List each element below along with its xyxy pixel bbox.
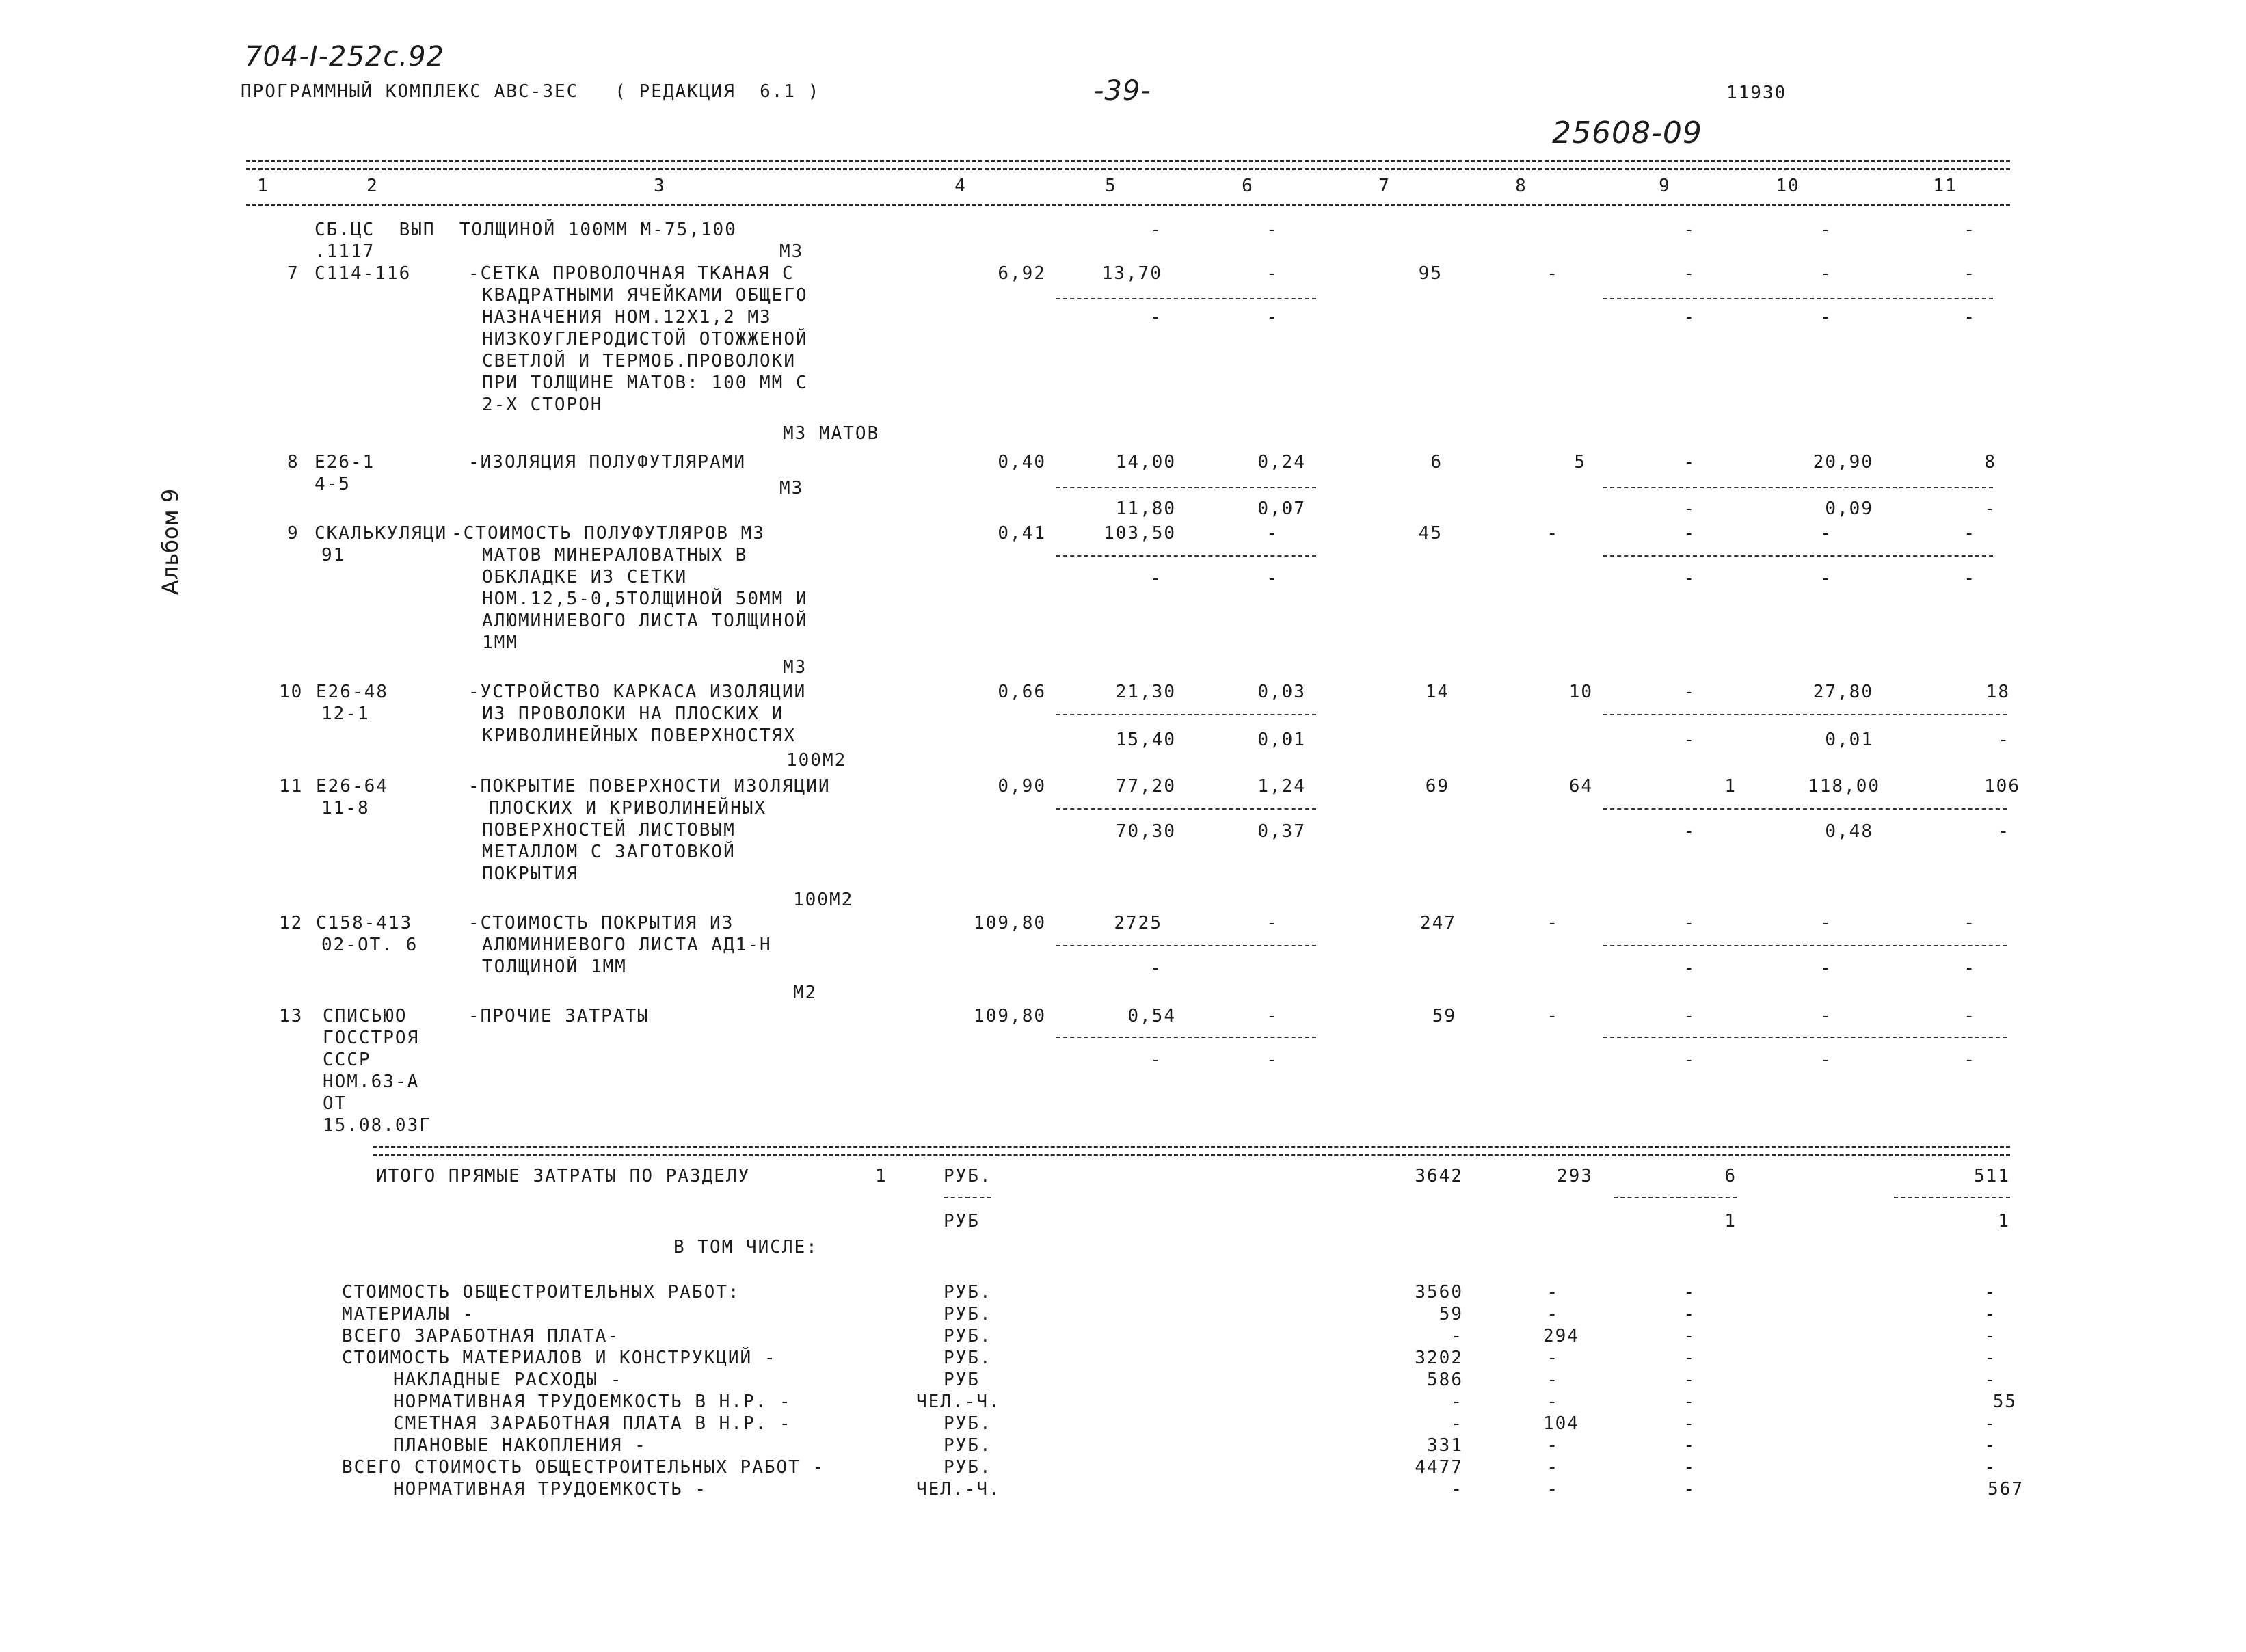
sub-rule: [1056, 487, 1316, 488]
cell-c6: 1,24: [1257, 776, 1306, 797]
totals-unit-2: РУБ: [944, 1211, 980, 1231]
cell-c10: -: [1820, 913, 1832, 933]
cell-c10: 20,90: [1813, 452, 1873, 472]
item-unit: М3: [779, 241, 804, 262]
item-text: ПЛОСКИХ И КРИВОЛИНЕЙНЫХ: [489, 798, 767, 818]
summary-unit: РУБ.: [944, 1326, 992, 1346]
sub-c5: -: [1150, 1050, 1162, 1070]
item-text: -УСТРОЙСТВО КАРКАСА ИЗОЛЯЦИИ: [468, 682, 807, 702]
cell-c5: -: [1150, 219, 1162, 240]
sub-c11: -: [1964, 958, 1976, 978]
sub-rule: [1056, 1037, 1316, 1038]
col-num: 4: [954, 176, 967, 196]
summary-label: СМЕТНАЯ ЗАРАБОТНАЯ ПЛАТА В Н.Р. -: [393, 1413, 792, 1434]
cell-c6: 0,24: [1257, 452, 1306, 472]
sub-c11: -: [1998, 821, 2010, 842]
cell-c5: 13,70: [1101, 263, 1162, 284]
item-code: 15.08.03Г: [323, 1115, 431, 1136]
item-text: КРИВОЛИНЕЙНЫХ ПОВЕРХНОСТЯХ: [482, 725, 796, 746]
cell-c6: -: [1266, 263, 1279, 284]
cell-c9: -: [1683, 452, 1696, 472]
item-code: 12-1: [321, 704, 370, 724]
summary-c8: -: [1547, 1348, 1559, 1368]
cell-c10: -: [1820, 263, 1832, 284]
item-unit: М2: [793, 983, 818, 1003]
item-text: -СЕТКА ПРОВОЛОЧНАЯ ТКАНАЯ С: [468, 263, 794, 284]
summary-unit: РУБ.: [944, 1304, 992, 1324]
item-code: 02-ОТ. 6: [321, 935, 418, 955]
item-unit: 100М2: [793, 890, 854, 910]
summary-c8: -: [1547, 1435, 1559, 1456]
cell-c9: -: [1683, 913, 1696, 933]
summary-c8: -: [1547, 1457, 1559, 1478]
cell-c11: 18: [1986, 682, 2010, 702]
summary-c8: -: [1547, 1370, 1559, 1390]
album-side-label: Альбом 9: [157, 488, 183, 595]
item-unit: М3 МАТОВ: [783, 423, 880, 444]
cell-c5: 14,00: [1115, 452, 1176, 472]
cell-c4: 109,80: [974, 1006, 1046, 1026]
summary-c11: -: [1984, 1457, 1996, 1478]
item-text: ОБКЛАДКЕ ИЗ СЕТКИ: [482, 567, 688, 587]
sub-c10: -: [1820, 568, 1832, 589]
sub-c9: -: [1683, 821, 1696, 842]
sub-rule: [1603, 298, 1993, 299]
sub-c6: 0,01: [1257, 730, 1306, 750]
summary-c8: -: [1547, 1479, 1559, 1500]
summary-c9: -: [1683, 1413, 1696, 1434]
item-code: ОТ: [323, 1093, 347, 1114]
summary-c7: 4477: [1415, 1457, 1463, 1478]
cell-c8: -: [1547, 263, 1559, 284]
top-rule-2: [246, 168, 2010, 170]
item-code: НОМ.63-А: [323, 1071, 420, 1092]
cell-c7: 14: [1425, 682, 1449, 702]
sub-rule: [1056, 298, 1316, 299]
summary-c8: -: [1547, 1391, 1559, 1412]
summary-c8: -: [1547, 1304, 1559, 1324]
summary-unit: РУБ.: [944, 1413, 992, 1434]
col-num: 1: [257, 176, 269, 196]
item-text: КВАДРАТНЫМИ ЯЧЕЙКАМИ ОБЩЕГО: [482, 285, 808, 306]
item-text: СБ.ЦС ВЫП ТОЛЩИНОЙ 100ММ М-75,100: [315, 219, 737, 240]
item-code: СССР: [323, 1050, 371, 1070]
cell-c8: 64: [1568, 776, 1593, 797]
cell-c9: 1: [1724, 776, 1737, 797]
sub-rule: [1614, 1197, 1737, 1198]
cell-c5: 21,30: [1115, 682, 1176, 702]
item-text: 1ММ: [482, 632, 518, 653]
sub-c5: -: [1150, 958, 1162, 978]
totals-c8: 293: [1557, 1166, 1593, 1186]
cell-c10: 27,80: [1813, 682, 1873, 702]
col-num: 6: [1242, 176, 1254, 196]
sub-c6: 0,07: [1257, 498, 1306, 519]
summary-label: НОРМАТИВНАЯ ТРУДОЕМКОСТЬ В Н.Р. -: [393, 1391, 792, 1412]
sub-c10: 0,48: [1825, 821, 1873, 842]
row-number: 10: [279, 682, 304, 702]
cell-c4: 0,41: [998, 523, 1046, 544]
cell-c5: 2725: [1114, 913, 1162, 933]
row-number: 12: [279, 913, 304, 933]
col-num: 2: [366, 176, 379, 196]
sub-c5: -: [1150, 307, 1162, 328]
cell-c9: -: [1683, 682, 1696, 702]
right-code: 11930: [1726, 83, 1787, 103]
totals-rule-2: [373, 1154, 2010, 1156]
sub-c11: -: [1964, 307, 1976, 328]
summary-c7: -: [1451, 1413, 1463, 1434]
summary-c9: -: [1683, 1370, 1696, 1390]
sub-c6: -: [1266, 1050, 1279, 1070]
summary-c11: -: [1984, 1282, 1996, 1303]
item-text: ТОЛЩИНОЙ 1ММ: [482, 957, 627, 977]
totals-sub-c9: 1: [1724, 1211, 1737, 1231]
sub-rule: [1056, 945, 1316, 946]
program-line: ПРОГРАММНЫЙ КОМПЛЕКС АВС-3ЕС ( РЕДАКЦИЯ 6.1 ): [241, 81, 820, 102]
cell-c7: 6: [1430, 452, 1443, 472]
sub-rule: [1603, 487, 1993, 488]
sub-c9: -: [1683, 307, 1696, 328]
summary-c11: 567: [1988, 1479, 2024, 1500]
item-text: ИЗ ПРОВОЛОКИ НА ПЛОСКИХ И: [482, 704, 784, 724]
col-num: 3: [654, 176, 666, 196]
cell-c10: -: [1820, 1006, 1832, 1026]
cell-c10: 118,00: [1808, 776, 1880, 797]
sub-rule: [1603, 1037, 2007, 1038]
item-text: МАТОВ МИНЕРАЛОВАТНЫХ В: [482, 545, 748, 565]
cell-c8: -: [1547, 913, 1559, 933]
sub-c5: 15,40: [1115, 730, 1176, 750]
sub-c5: 70,30: [1115, 821, 1176, 842]
sub-rule: [1056, 808, 1316, 810]
summary-c8: 294: [1543, 1326, 1579, 1346]
totals-rule: [373, 1146, 2010, 1148]
item-text: 2-Х СТОРОН: [482, 395, 603, 415]
sub-c11: -: [1984, 498, 1996, 519]
row-number: 13: [279, 1006, 304, 1026]
sub-rule: [1603, 555, 1993, 557]
summary-label: НОРМАТИВНАЯ ТРУДОЕМКОСТЬ -: [393, 1479, 707, 1500]
cell-c9: -: [1683, 1006, 1696, 1026]
summary-c9: -: [1683, 1435, 1696, 1456]
row-number: 9: [287, 523, 299, 544]
sub-rule: [1056, 714, 1316, 715]
sub-c10: -: [1820, 958, 1832, 978]
summary-label: НАКЛАДНЫЕ РАСХОДЫ -: [393, 1370, 623, 1390]
sub-rule: [1603, 808, 2007, 810]
cell-c10: -: [1820, 523, 1832, 544]
col-num: 10: [1776, 176, 1800, 196]
totals-label: ИТОГО ПРЯМЫЕ ЗАТРАТЫ ПО РАЗДЕЛУ: [376, 1166, 751, 1186]
cell-c6: -: [1266, 219, 1279, 240]
sub-c11: -: [1964, 1050, 1976, 1070]
item-text: НИЗКОУГЛЕРОДИСТОЙ ОТОЖЖЕНОЙ: [482, 329, 808, 349]
cell-c11: -: [1964, 1006, 1976, 1026]
sub-c9: -: [1683, 730, 1696, 750]
cell-c7: 247: [1420, 913, 1456, 933]
col-num: 8: [1515, 176, 1527, 196]
item-text: АЛЮМИНИЕВОГО ЛИСТА ТОЛЩИНОЙ: [482, 611, 808, 631]
cell-c6: -: [1266, 1006, 1279, 1026]
col-num: 7: [1378, 176, 1391, 196]
summary-c7: 3202: [1415, 1348, 1463, 1368]
stamp-number: 25608-09: [1552, 116, 1702, 150]
summary-c9: -: [1683, 1304, 1696, 1324]
cell-c7: 95: [1418, 263, 1443, 284]
summary-c8: 104: [1543, 1413, 1579, 1434]
row-number: 8: [287, 452, 299, 472]
totals-c7: 3642: [1415, 1166, 1463, 1186]
cell-c6: -: [1266, 523, 1279, 544]
summary-label: ВСЕГО ЗАРАБОТНАЯ ПЛАТА-: [342, 1326, 620, 1346]
cell-c7: 45: [1418, 523, 1443, 544]
item-code: С114-116: [315, 263, 412, 284]
totals-sub-c11: 1: [1998, 1211, 2010, 1231]
summary-c9: -: [1683, 1282, 1696, 1303]
cell-c11: -: [1964, 523, 1976, 544]
col-num: 5: [1105, 176, 1117, 196]
header-rule: [246, 204, 2010, 206]
summary-c11: 55: [1992, 1391, 2017, 1412]
totals-section-number: 1: [875, 1166, 887, 1186]
cell-c9: -: [1683, 263, 1696, 284]
cell-c5: 0,54: [1127, 1006, 1176, 1026]
item-unit: 100М2: [786, 750, 847, 771]
sub-c6: -: [1266, 568, 1279, 589]
summary-c11: -: [1984, 1370, 1996, 1390]
item-code: 4-5: [315, 474, 351, 494]
row-number: 7: [287, 263, 299, 284]
cell-c4: 0,40: [998, 452, 1046, 472]
sub-c6: -: [1266, 307, 1279, 328]
sub-c5: -: [1150, 568, 1162, 589]
item-text: НОМ.12,5-0,5ТОЛЩИНОЙ 50ММ И: [482, 589, 808, 609]
summary-c11: -: [1984, 1435, 1996, 1456]
summary-unit: РУБ: [944, 1370, 980, 1390]
sub-c5: 11,80: [1115, 498, 1176, 519]
item-text: МЕТАЛЛОМ С ЗАГОТОВКОЙ: [482, 842, 736, 862]
sub-rule: [1603, 945, 2007, 946]
cell-c4: 6,92: [998, 263, 1046, 284]
item-unit: М3: [783, 657, 807, 678]
summary-c11: -: [1984, 1413, 1996, 1434]
cell-c10: -: [1820, 219, 1832, 240]
summary-c7: 586: [1427, 1370, 1463, 1390]
col-num: 9: [1659, 176, 1671, 196]
cell-c11: -: [1964, 263, 1976, 284]
top-rule: [246, 160, 2010, 162]
summary-unit: ЧЕЛ.-Ч.: [916, 1479, 1001, 1500]
summary-c7: 59: [1439, 1304, 1463, 1324]
summary-unit: РУБ.: [944, 1435, 992, 1456]
cell-c5: 77,20: [1115, 776, 1176, 797]
summary-c7: 331: [1427, 1435, 1463, 1456]
summary-c11: -: [1984, 1326, 1996, 1346]
item-code: Е26-64: [316, 776, 388, 797]
cell-c8: 5: [1574, 452, 1586, 472]
summary-c9: -: [1683, 1391, 1696, 1412]
row-number: 11: [279, 776, 304, 797]
cell-c6: -: [1266, 913, 1279, 933]
sub-rule: [1894, 1197, 2010, 1198]
sub-c9: -: [1683, 1050, 1696, 1070]
sub-c9: -: [1683, 568, 1696, 589]
cell-c4: 0,90: [998, 776, 1046, 797]
cell-c8: -: [1547, 523, 1559, 544]
cell-c9: -: [1683, 219, 1696, 240]
col-num: 11: [1933, 176, 1957, 196]
item-text: -СТОИМОСТЬ ПОКРЫТИЯ ИЗ: [468, 913, 734, 933]
summary-unit: РУБ.: [944, 1348, 992, 1368]
item-code: Е26-1: [315, 452, 375, 472]
item-text: -ПОКРЫТИЕ ПОВЕРХНОСТИ ИЗОЛЯЦИИ: [468, 776, 831, 797]
item-unit: М3: [779, 478, 804, 498]
item-text: -ИЗОЛЯЦИЯ ПОЛУФУТЛЯРАМИ: [468, 452, 747, 472]
item-text: -ПРОЧИЕ ЗАТРАТЫ: [468, 1006, 650, 1026]
item-code: .1117: [315, 241, 375, 262]
cell-c11: 106: [1984, 776, 2020, 797]
item-code: СКАЛЬКУЛЯЦИ: [315, 523, 448, 544]
cell-c4: 109,80: [974, 913, 1046, 933]
totals-unit: РУБ.: [944, 1166, 992, 1186]
summary-unit: РУБ.: [944, 1457, 992, 1478]
summary-c7: -: [1451, 1326, 1463, 1346]
summary-label: ВСЕГО СТОИМОСТЬ ОБЩЕСТРОИТЕЛЬНЫХ РАБОТ -: [342, 1457, 825, 1478]
item-text: СВЕТЛОЙ И ТЕРМОБ.ПРОВОЛОКИ: [482, 351, 796, 371]
summary-c9: -: [1683, 1326, 1696, 1346]
sub-rule: [1603, 714, 2007, 715]
item-text: ПРИ ТОЛЩИНЕ МАТОВ: 100 ММ С: [482, 373, 808, 393]
sub-c6: 0,37: [1257, 821, 1306, 842]
sub-c11: -: [1964, 568, 1976, 589]
sub-c10: -: [1820, 307, 1832, 328]
cell-c6: 0,03: [1257, 682, 1306, 702]
cell-c4: 0,66: [998, 682, 1046, 702]
summary-c9: -: [1683, 1348, 1696, 1368]
cell-c5: 103,50: [1104, 523, 1176, 544]
summary-label: СТОИМОСТЬ МАТЕРИАЛОВ И КОНСТРУКЦИЙ -: [342, 1348, 777, 1368]
item-code: Е26-48: [316, 682, 388, 702]
totals-c9: 6: [1724, 1166, 1737, 1186]
sub-rule: [944, 1197, 991, 1198]
sub-c10: 0,09: [1825, 498, 1873, 519]
cell-c9: -: [1683, 523, 1696, 544]
summary-c8: -: [1547, 1282, 1559, 1303]
summary-c11: -: [1984, 1348, 1996, 1368]
sub-c9: -: [1683, 498, 1696, 519]
summary-label: ПЛАНОВЫЕ НАКОПЛЕНИЯ -: [393, 1435, 647, 1456]
summary-c9: -: [1683, 1479, 1696, 1500]
summary-unit: ЧЕЛ.-Ч.: [916, 1391, 1001, 1412]
summary-unit: РУБ.: [944, 1282, 992, 1303]
sub-c10: -: [1820, 1050, 1832, 1070]
item-text: -СТОИМОСТЬ ПОЛУФУТЛЯРОВ М3: [451, 523, 765, 544]
cell-c8: -: [1547, 1006, 1559, 1026]
summary-c7: 3560: [1415, 1282, 1463, 1303]
item-code: ГОССТРОЯ: [323, 1028, 420, 1048]
summary-c9: -: [1683, 1457, 1696, 1478]
totals-c11: 511: [1974, 1166, 2010, 1186]
sub-rule: [1056, 555, 1316, 557]
including-label: В ТОМ ЧИСЛЕ:: [673, 1237, 818, 1257]
item-text: АЛЮМИНИЕВОГО ЛИСТА АД1-Н: [482, 935, 772, 955]
sub-c9: -: [1683, 958, 1696, 978]
item-code: 91: [321, 545, 346, 565]
item-text: ПОВЕРХНОСТЕЙ ЛИСТОВЫМ: [482, 820, 736, 840]
item-code: С158-413: [316, 913, 413, 933]
cell-c7: 69: [1425, 776, 1449, 797]
item-code: СПИСЬЮО: [323, 1006, 407, 1026]
sub-c11: -: [1998, 730, 2010, 750]
item-text: ПОКРЫТИЯ: [482, 864, 579, 884]
cell-c11: -: [1964, 913, 1976, 933]
item-code: 11-8: [321, 798, 370, 818]
cell-c11: 8: [1984, 452, 1996, 472]
cell-c8: 10: [1568, 682, 1593, 702]
item-text: НАЗНАЧЕНИЯ НОМ.12Х1,2 М3: [482, 307, 772, 328]
document-code: 704-I-252с.92: [245, 41, 444, 72]
summary-c7: -: [1451, 1391, 1463, 1412]
summary-label: МАТЕРИАЛЫ -: [342, 1304, 475, 1324]
summary-c7: -: [1451, 1479, 1463, 1500]
summary-c11: -: [1984, 1304, 1996, 1324]
summary-label: СТОИМОСТЬ ОБЩЕСТРОИТЕЛЬНЫХ РАБОТ:: [342, 1282, 740, 1303]
sub-c10: 0,01: [1825, 730, 1873, 750]
cell-c7: 59: [1432, 1006, 1456, 1026]
page-number: -39-: [1094, 75, 1151, 107]
cell-c11: -: [1964, 219, 1976, 240]
